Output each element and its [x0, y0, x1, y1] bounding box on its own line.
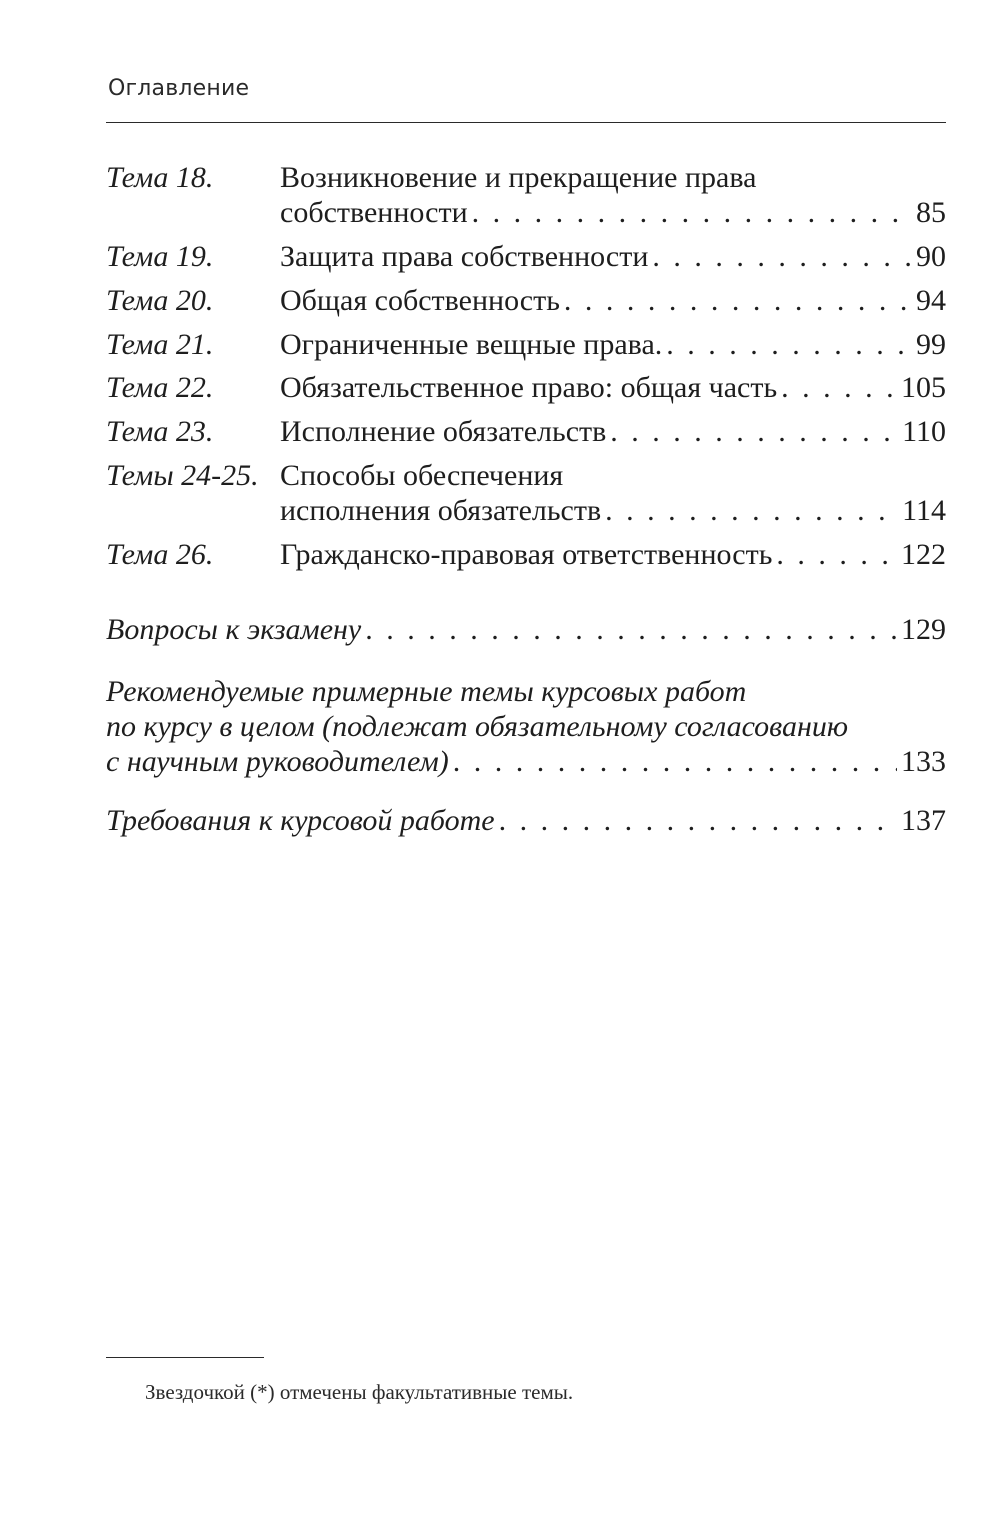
footnote-text: Звездочкой (*) отмечены факультативные темы.	[145, 1380, 574, 1404]
toc-page-number: 105	[901, 371, 946, 404]
toc-topic-number: Тема 18.	[106, 161, 214, 194]
toc-entry-title: Способы обеспечения	[280, 459, 564, 492]
toc-page-number: 114	[902, 494, 946, 527]
toc-entry-coursework-requirements[interactable]	[106, 803, 946, 838]
toc-topic-number: Тема 26.	[106, 538, 214, 571]
toc-entry-title: Общая собственность	[280, 284, 560, 317]
toc-page-number: 133	[901, 745, 946, 778]
toc-topic-number: Тема 20.	[106, 284, 214, 317]
dot-leader	[605, 493, 898, 528]
dot-leader	[453, 744, 897, 779]
toc-page-number: 85	[916, 196, 946, 229]
dot-leader	[365, 612, 897, 647]
dot-leader	[472, 195, 912, 230]
toc-topic-number: Темы 24-25.	[106, 459, 259, 492]
toc-entry-exam-questions[interactable]	[106, 612, 946, 647]
toc-topic-number: Тема 23.	[106, 415, 214, 448]
toc-entry-title: Обязательственное право: общая часть	[280, 371, 778, 404]
dot-leader	[652, 239, 912, 274]
dot-leader	[781, 370, 897, 405]
toc-entry-coursework-topics[interactable]	[106, 674, 946, 779]
toc-section-title-continued: с научным руководителем)	[106, 745, 449, 778]
toc-section-title: Вопросы к экзамену	[106, 613, 362, 646]
dot-leader	[499, 803, 897, 838]
toc-topic-number: Тема 19.	[106, 240, 214, 273]
toc-page-number: 99	[916, 328, 946, 361]
toc-page-number: 129	[901, 613, 946, 646]
toc-section-title: Требования к курсовой работе	[106, 804, 495, 837]
toc-section-title: Рекомендуемые примерные темы курсовых работ	[106, 675, 747, 708]
dot-leader	[610, 414, 898, 449]
toc-page-number: 137	[901, 804, 946, 837]
header-divider	[106, 122, 946, 123]
toc-topic-number: Тема 22.	[106, 371, 214, 404]
toc-topic-number: Тема 21.	[106, 328, 214, 361]
toc-entry-title-continued: исполнения обязательств	[280, 494, 602, 527]
dot-leader	[564, 283, 912, 318]
toc-entry-title: Гражданско-правовая ответственность	[280, 538, 773, 571]
running-head-title: Оглавление	[108, 76, 250, 101]
toc-entry-title: Ограниченные вещные права.	[280, 328, 663, 361]
toc-page-number: 110	[902, 415, 946, 448]
toc-entry-title: Исполнение обязательств	[280, 415, 607, 448]
dot-leader	[776, 537, 897, 572]
toc-entry-title: Защита права собственности	[280, 240, 649, 273]
toc-page-number: 122	[901, 538, 946, 571]
dot-leader	[666, 327, 912, 362]
toc-entry-title: Возникновение и прекращение права	[280, 161, 757, 194]
toc-section-title-continued: по курсу в целом (подлежат обязательному согласованию	[106, 710, 849, 743]
toc-page-number: 94	[916, 284, 946, 317]
toc-page-number: 90	[916, 240, 946, 273]
toc-entry-title-continued: собственности	[280, 196, 468, 229]
footnote-divider	[106, 1357, 264, 1358]
